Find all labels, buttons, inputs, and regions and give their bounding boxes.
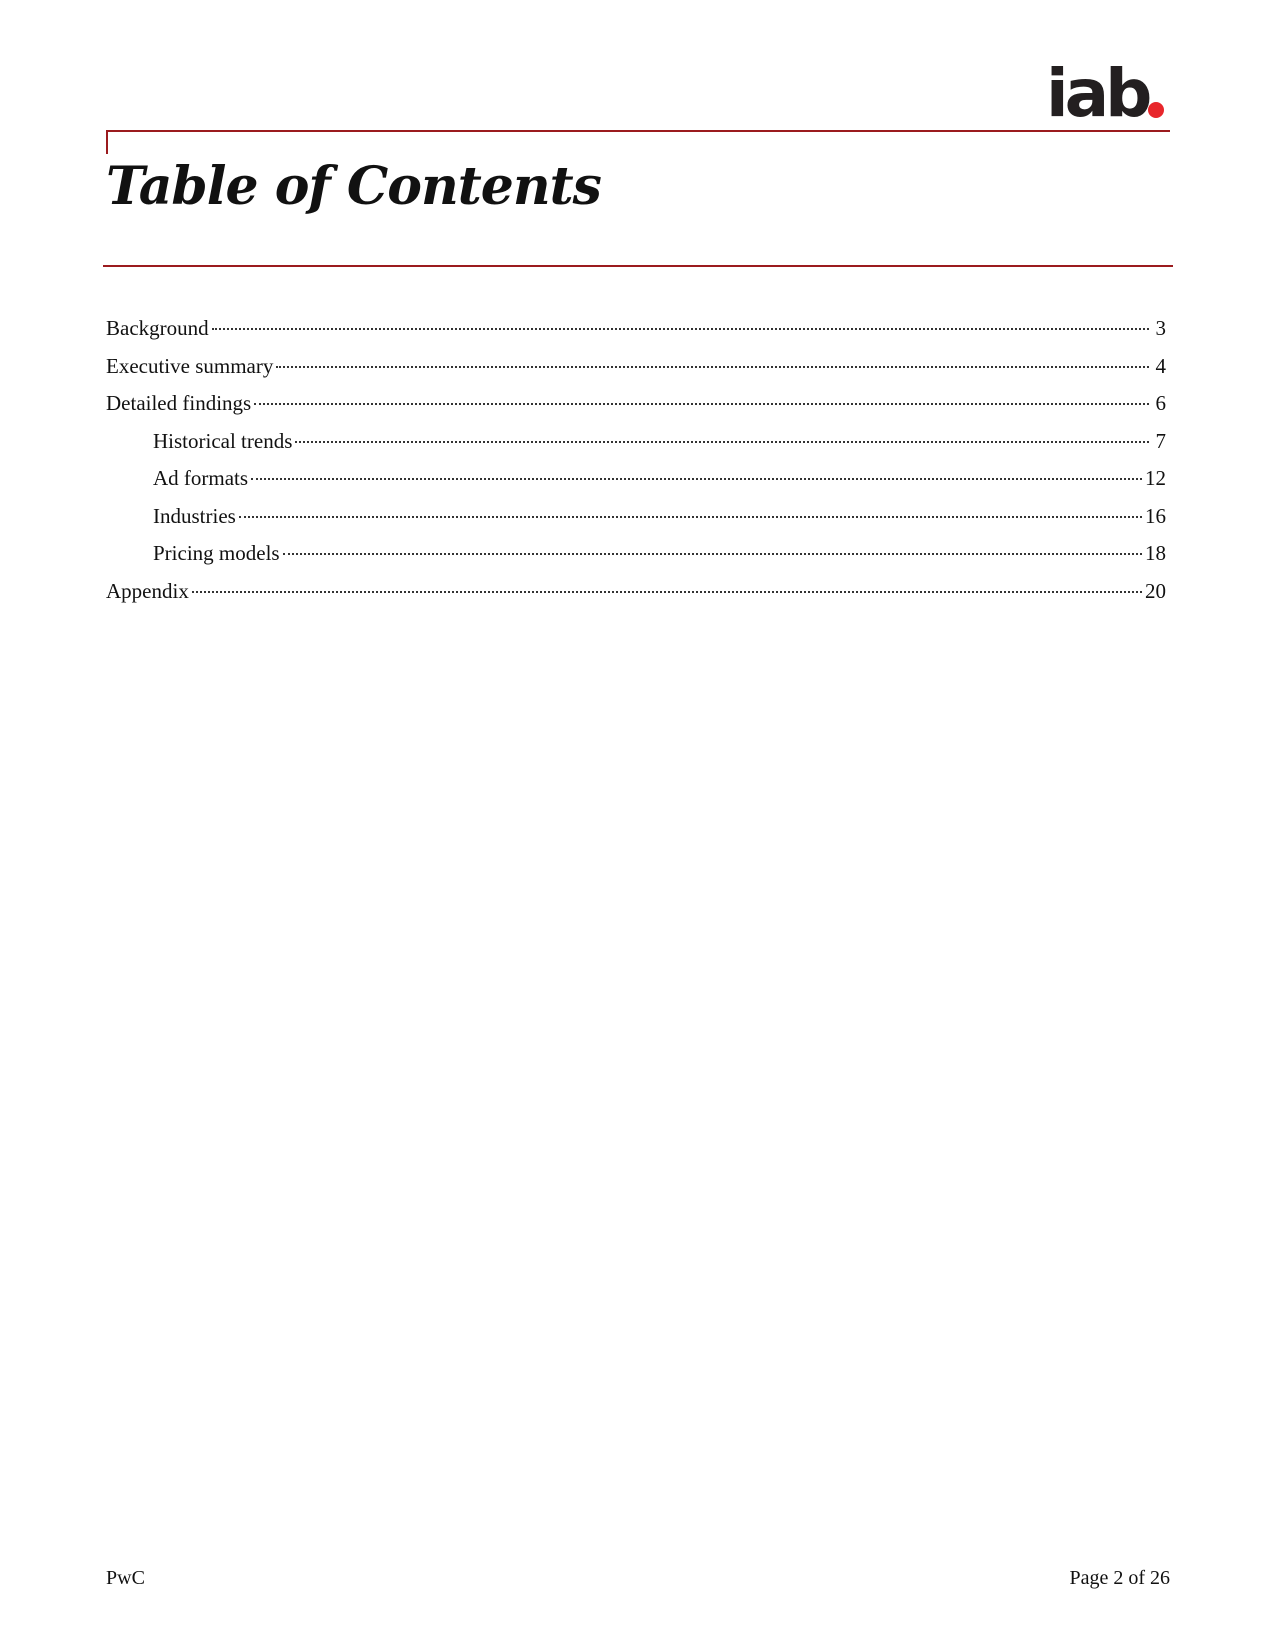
toc-label: Ad formats [153,466,249,490]
toc-label: Appendix [106,578,189,603]
toc-page-number: 4 [1155,353,1166,378]
toc-page-number: 12 [1145,466,1166,490]
header-rule [106,130,1170,132]
toc-label: Executive summary [106,353,274,378]
title-rule [103,265,1173,267]
toc-item-detailed-findings[interactable] [106,385,1166,423]
toc-label: Historical trends [153,428,293,453]
footer-page-number: Page 2 of 26 [1069,1567,1170,1589]
footer-company: PwC [106,1567,145,1589]
toc-item-executive-summary[interactable] [106,348,1166,386]
toc-label: Industries [153,503,236,528]
toc-page-number: 3 [1155,316,1166,340]
toc-page-number: 18 [1145,541,1166,565]
toc-leader-dots [276,366,1149,368]
toc-item-background[interactable] [106,310,1166,348]
toc-item-appendix[interactable] [106,573,1166,611]
toc-leader-dots [283,553,1142,555]
toc-item-ad-formats[interactable] [106,460,1166,498]
toc-item-pricing-models[interactable] [106,535,1166,573]
toc-label: Detailed findings [106,391,252,415]
page-title: Table of Contents [106,156,601,217]
toc-leader-dots [212,328,1149,330]
toc-page-number: 7 [1155,428,1166,453]
toc-leader-dots [251,478,1142,480]
toc-page-number: 16 [1145,503,1166,528]
table-of-contents [106,310,1166,610]
toc-leader-dots [192,591,1142,593]
toc-leader-dots [295,441,1149,443]
toc-label: Pricing models [153,541,280,565]
toc-page-number: 20 [1145,578,1166,603]
toc-leader-dots [239,516,1142,518]
iab-logo [1040,56,1170,126]
iab-logo-text: iab [1046,56,1149,126]
iab-logo-dot [1148,102,1164,118]
toc-item-historical-trends[interactable] [106,423,1166,461]
toc-leader-dots [254,403,1149,405]
toc-label: Background [106,316,209,340]
toc-item-industries[interactable] [106,498,1166,536]
toc-page-number: 6 [1155,391,1166,415]
